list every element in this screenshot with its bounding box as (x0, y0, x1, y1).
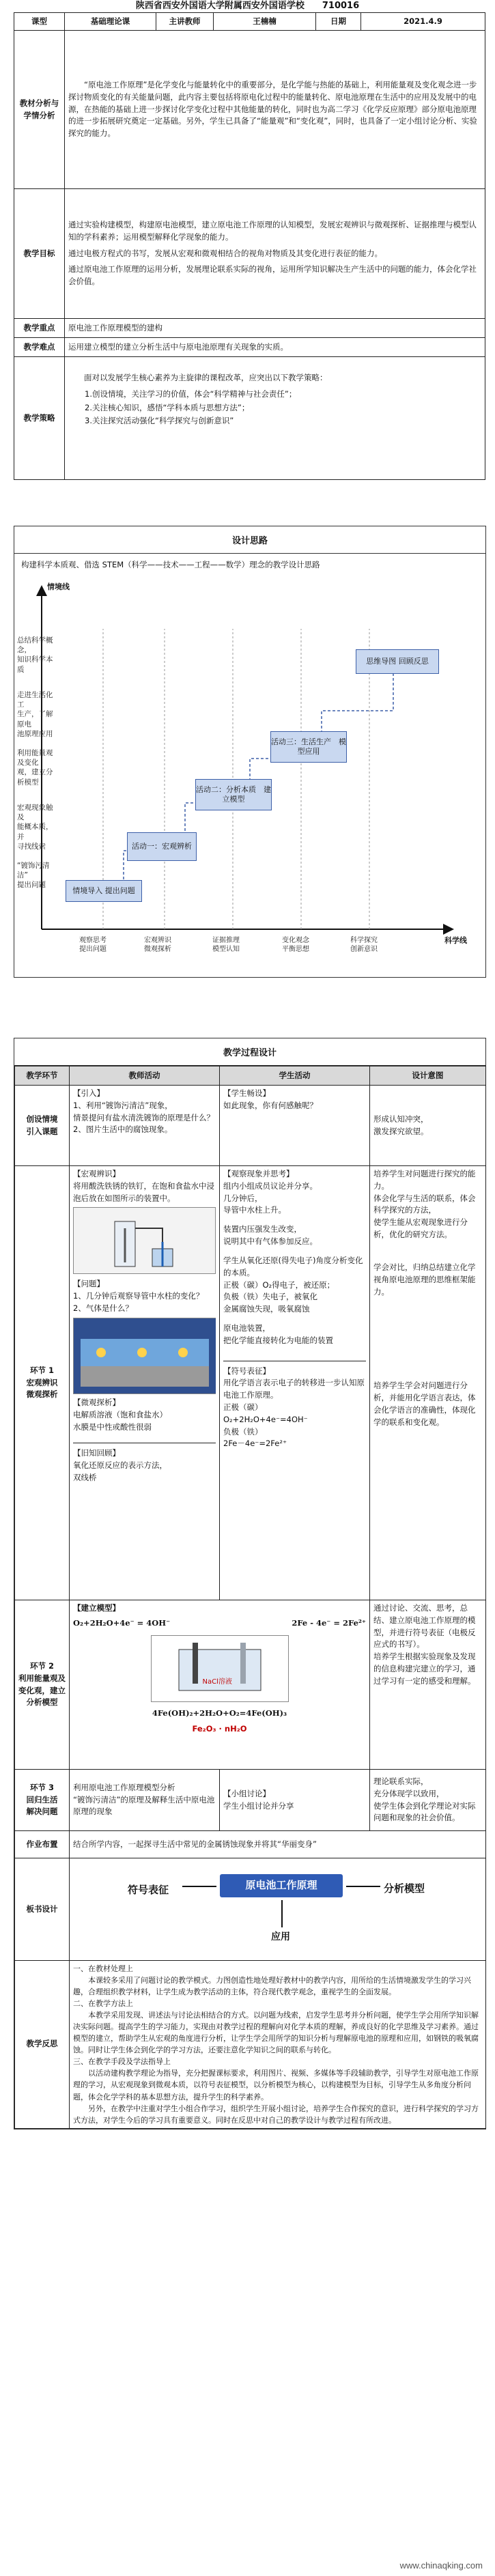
intent-text: 培养学生学会对问题进行分析，并能用化学语言表达，体会化学语言的准确性，体现化学的联系和变化观。 (373, 1381, 476, 1427)
difficulty-value: 运用建立模型的建立分析生活中与原电池原理有关现象的实质。 (65, 338, 485, 357)
teacher-text: 【问题】 1、几分钟后观察导管中水柱的变化？ 2、气体是什么？ (73, 1279, 204, 1314)
analysis-row (14, 31, 485, 189)
school-name: 陕西省西安外国语大学附属西安外国语学校 (135, 1, 305, 11)
table-row (15, 1086, 486, 1166)
strategy-item: 2.关注核心知识，感悟“学科本质与思想方法”； (85, 402, 250, 412)
reflection-para: 一、在教材处理上 (73, 1964, 133, 1973)
design-subtitle: 构建科学本质观、借选 STEM（科学——技术——工程——数学）理念的教学设计思路 (21, 560, 320, 569)
reflection-para: 另外，在教学中注重对学生小组合作学习，组织学生开展小组讨论，培养学生合作探究的意识，进行科学探究的学习方式方法，对学生今后的学习具有重要意义。同时在反思中对自己的教学设计与教学过程有所改进。 (73, 2104, 479, 2125)
intent-text: 学会对比，归纳总结建立化学视角原电池原理的思维框架能力。 (373, 1262, 476, 1297)
salt-label: NaCl溶液 (202, 1678, 232, 1686)
goal-label: 教学目标 (14, 189, 65, 319)
design-section (14, 526, 486, 978)
key-value: 原电池工作原理模型的建构 (65, 319, 485, 338)
teacher-text: 【旧知回顾】 氧化还原反应的表示方法， 双线桥 (73, 1443, 216, 1484)
x-label: 证据推理 模型认知 (212, 937, 240, 953)
strategy-cell (65, 357, 485, 480)
col-header: 设计意图 (370, 1066, 486, 1086)
teacher-text: 【微观探析】 电解质溶液（饱和食盐水） 水膜是中性或酸性很弱 (73, 1397, 167, 1432)
micro-figure (73, 1318, 216, 1394)
x-axis-label: 科学线 (444, 936, 467, 945)
student-text: 【观察现象并思考】 组内小组成员议论并分享。 几分钟后， 导管中水柱上升。 (223, 1169, 317, 1215)
goal-row (14, 189, 485, 319)
x-label: 宏观辨识 微观探析 (144, 937, 171, 953)
side-note: 利用能量观及变化 观，建立分析模型 (17, 749, 53, 787)
goal-item: 通过原电池工作原理的运用分析，发展理论联系实际的视角，运用所学知识解决生产生活中的问题的能力，体会化学社会价值。 (68, 264, 477, 287)
formula-cathode: O₂+2H₂O+4e⁻ = 4OH⁻ (73, 1617, 171, 1628)
student-text: 装置内压强发生改变， 说明其中有气体参加反应。 (223, 1224, 317, 1247)
col-header: 教学环节 (15, 1066, 70, 1086)
strategy-item: 3.关注探究活动强化“科学探究与创新意识” (85, 416, 234, 426)
student-cell: 【学生畅设】 如此现象，你有何感触呢？ (220, 1086, 370, 1166)
student-cell: 【小组讨论】 学生小组讨论并分享 (220, 1770, 370, 1831)
analysis-label: 教材分析与学情分析 (14, 31, 65, 189)
stage-box: 情境导入 提出问题 (66, 880, 142, 902)
board-arrow-down (281, 1900, 283, 1927)
micro-svg (74, 1318, 216, 1393)
strategy-item: 1.创设情境，关注学习的价值，体会“科学精神与社会责任”； (85, 388, 297, 399)
overview-table (14, 12, 485, 480)
board-right: 分析模型 (384, 1882, 425, 1895)
apparatus-figure (73, 1207, 216, 1274)
stage-box: 思维导图 回顾反思 (356, 649, 439, 674)
table-row (15, 1770, 486, 1831)
key-row (14, 319, 485, 338)
postal-code: 710016 (322, 1, 360, 11)
teacher-label: 主讲教师 (156, 13, 214, 31)
board-diagram (73, 1862, 482, 1957)
board-cell (70, 1858, 486, 1961)
process-title: 教学过程设计 (14, 1038, 485, 1066)
model-cell (70, 1600, 370, 1770)
design-title: 设计思路 (14, 526, 485, 554)
model-label: 【建立模型】 (73, 1603, 120, 1613)
difficulty-row (14, 338, 485, 357)
homework-row (15, 1831, 486, 1858)
cell-svg (152, 1636, 288, 1701)
side-note: 走进生活化工 生产，了解原电 池原理应用 (17, 691, 53, 738)
process-section (14, 1038, 486, 2129)
student-text: 学生从氧化还原(得失电子)角度分析变化的本质。 正极（碳）O₂得电子，被还原； 负极（铁）失电子，被氧化 金属腐蚀失现，吸氧腐蚀 (223, 1255, 363, 1314)
reflection-label: 教学反思 (15, 1961, 70, 2129)
goal-item: 通过电极方程式的书写，发展从宏观和微观相结合的视角对物质及其变化进行表征的能力。 (68, 248, 382, 258)
x-label: 观察思考 提出问题 (79, 937, 107, 953)
intent-cell (370, 1166, 486, 1600)
cell-figure (151, 1635, 289, 1702)
stage-box: 活动二：分析本质 建立模型 (195, 779, 272, 810)
strategy-label: 教学策略 (14, 357, 65, 480)
formula-hydroxide: 4Fe(OH)₂+2H₂O+O₂=4Fe(OH)₃ (152, 1708, 287, 1718)
teacher-cell: 【引入】 1、利用“镀饰污清洁”现象， 情景提问有盐水清洗镀饰的原理是什么？ 2、图片生活中的腐蚀现象。 (70, 1086, 220, 1166)
type-label: 课型 (14, 13, 65, 31)
apparatus-svg (74, 1208, 216, 1273)
process-table (14, 1066, 486, 2129)
homework-label: 作业布置 (15, 1831, 70, 1858)
analysis-text: “原电池工作原理”是化学变化与能量转化中的重要部分，是化学能与热能的基础上，利用能量观及变化观念进一步探讨物质变化的有关能量问题，此内容主要包括将原电化过程中的能量转化、原电池原理在生活中的应用及发展中的电源，在热能的基础上进一步探讨化学变化过程中其他能量的转化，同时也为高二学习《化学反应原理》部分原电池原理的进一步拓展研究奠定一定基础。另外，学生已具备了“能量观”和“变化观”，同时，也具备了一定小组讨论分析、实验探究的能力。 (65, 31, 485, 189)
table-row (15, 1166, 486, 1600)
teacher-value: 王楠楠 (214, 13, 316, 31)
side-note: “镀饰污清洁” 提出问题 (17, 862, 50, 890)
teacher-cell: 利用原电池工作原理模型分析 “镀饰污清洁”的原理及解释生活中原电池原理的现象 (70, 1770, 220, 1831)
process-header-row (15, 1066, 486, 1086)
reflection-cell (70, 1961, 486, 2129)
stage-cell: 创设情境 引入课题 (15, 1086, 70, 1166)
strategy-intro: 面对以发展学生核心素养为主旋律的课程改革，应突出以下教学策略： (84, 373, 328, 382)
date-label: 日期 (316, 13, 361, 31)
reflection-para: 三、在教学手段及学法指导上 (73, 2057, 171, 2067)
axes-svg (14, 574, 485, 974)
stage-cell: 环节 2 利用能量观及变化观，建立分析模型 (15, 1600, 70, 1770)
type-value: 基础理论课 (65, 13, 156, 31)
reflection-para: 二、在教学方法上 (73, 1999, 133, 2009)
x-label: 变化观念 平衡思想 (282, 937, 309, 953)
board-arrow-left (182, 1886, 216, 1887)
reflection-row (15, 1961, 486, 2129)
teacher-cell (70, 1166, 220, 1600)
student-cell (220, 1166, 370, 1600)
col-header: 学生活动 (220, 1066, 370, 1086)
stage-cell: 环节 3 回归生活 解决问题 (15, 1770, 70, 1831)
col-header: 教师活动 (70, 1066, 220, 1086)
formula-row (73, 1617, 366, 1630)
board-arrow-right (346, 1886, 380, 1887)
goal-list (65, 189, 485, 319)
formula-rust: Fe₂O₃ · nH₂O (192, 1724, 247, 1734)
difficulty-label: 教学难点 (14, 338, 65, 357)
stage-box: 活动三：生活生产 模型应用 (270, 731, 347, 763)
student-text: 原电池装置， 把化学能直接转化为电能的装置 (223, 1322, 333, 1345)
stage-cell: 环节 1 宏观辨识 微观探析 (15, 1166, 70, 1600)
side-note: 总结科学概念， 知识科学本质 (17, 636, 53, 674)
reflection-para: 本课较多采用了问题讨论的教学模式。力图创造性地处理好教材中的教学内容，用所给的生活情境激发学生的学习兴趣，合理组织教学材料，让学生成为教学活动的主体，符合现代教学观念，重视学生的全面发展。 (73, 1976, 471, 1997)
school-header (0, 0, 495, 12)
formula-anode: 2Fe - 4e⁻ = 2Fe²⁺ (292, 1617, 366, 1628)
info-row (14, 13, 485, 31)
design-diagram (14, 574, 485, 974)
strategy-row (14, 357, 485, 480)
watermark: www.chinaqking.com (399, 2560, 483, 2571)
reflection-para: 本教学采用发现、讲述法与讨论法相结合的方式。以问题为线索，启发学生思考并分析问题，使学生学会用所学知识解决实际问题。提高学生的学习能力，实现由对教学过程的理解向对化学本质的理解，养成良好的化学思维及学习素养。通过模型的建立，帮助学生从宏观的角度进行分析，让学生学会用所学的知识分析与理解原电池的原理和应用，如钢铁的吸氧腐蚀。同时让学生体会到化学的学习方法，还要注意化学知识之间的联系与转化。 (73, 2011, 479, 2055)
board-row (15, 1858, 486, 1961)
intent-cell: 通过讨论、交流、思考，总结、建立原电池工作原理的模型，并进行符号表征（电极反应式的书写）。 培养学生根据实验现象及发现的信息构建完建立的学习，通过学习有一定的感受和理解。 (370, 1600, 486, 1770)
key-label: 教学重点 (14, 319, 65, 338)
board-center: 原电池工作原理 (220, 1874, 343, 1897)
goal-item: 通过实验构建模型，构建原电池模型，建立原电池工作原理的认知模型，发展宏观辨识与微观探析、证据推理与模型认知的学科素养；运用模型解释化学现象的能力。 (68, 219, 477, 242)
homework-value: 结合所学内容，一起探寻生活中常见的金属锈蚀现象并将其“华丽变身” (70, 1831, 486, 1858)
intent-cell: 理论联系实际， 充分体现学以致用， 使学生体会到化学理论对实际问题和现象的社会价值。 (370, 1770, 486, 1831)
board-label: 板书设计 (15, 1858, 70, 1961)
board-left: 符号表征 (128, 1883, 169, 1896)
teacher-text: 【宏观辨识】 将用酸洗铁锈的铁钉，在饱和食盐水中浸泡后放在如图所示的装置中。 (73, 1169, 214, 1203)
side-note: 宏观现象触及 能概本质，并 寻找线索 (17, 804, 53, 851)
table-row (15, 1600, 486, 1770)
y-axis-label: 情境线 (47, 582, 70, 591)
overview-section (14, 12, 485, 480)
intent-cell: 形成认知冲突， 激发探究欲望。 (370, 1086, 486, 1166)
reflection-para: 以活动建构教学理论为指导，充分把握课标要求，利用图片、视频、多媒体等手段辅助教学，引导学生对原电池工作原理的学习，从宏观现象到微观本质，以符号表征模型，以分析模型为核心，以构建模型为目标，引导学生从多角度分析问题，体会化学学科的基本思想方法，提升学生的科学素养。 (73, 2069, 479, 2101)
date-value: 2021.4.9 (361, 13, 485, 31)
x-label: 科学探究 创新意识 (350, 937, 378, 953)
intent-text: 培养学生对问题进行探究的能力。 体会化学与生活的联系，体会科学探究的方法， 使学生能从宏观现象进行分析，优化的研究方法。 (373, 1169, 476, 1240)
stage-box: 活动一：宏观辨析 (127, 832, 197, 861)
board-bottom: 应用 (271, 1931, 290, 1942)
student-text: 【符号表征】 用化学语言表示电子的转移进一步认知原电池工作原理。 正极（碳） O₂+2H₂O+4e⁻=4OH⁻ 负极（铁） 2Fe－4e⁻=2Fe²⁺ (223, 1361, 366, 1451)
